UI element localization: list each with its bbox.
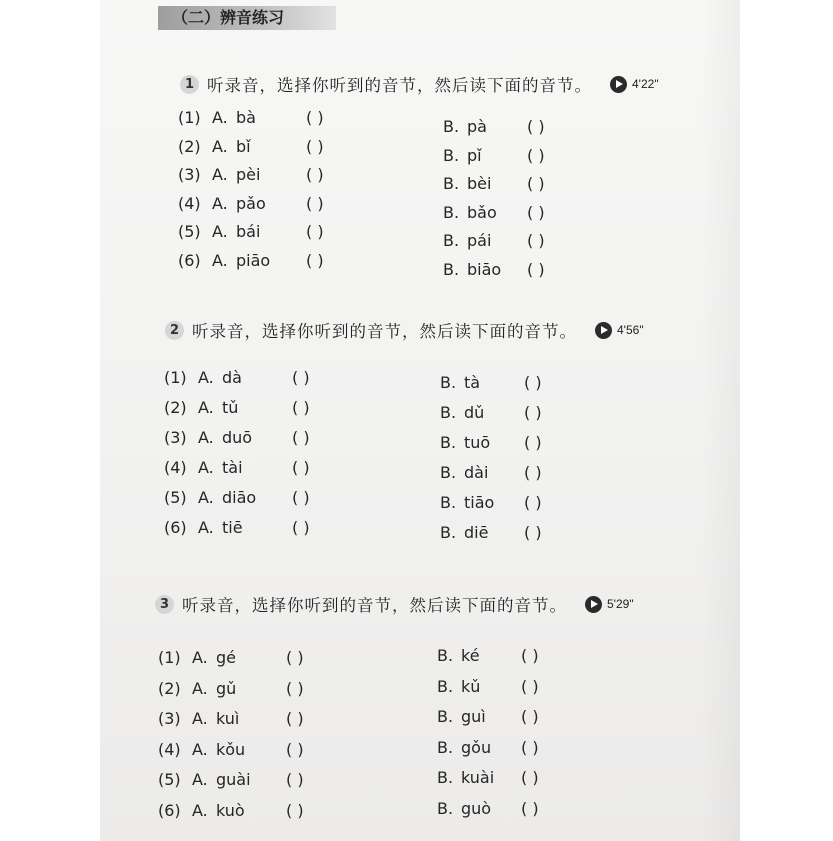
item-index: (4)	[164, 458, 187, 477]
answer-blank[interactable]: ( )	[521, 646, 539, 665]
answer-blank[interactable]: ( )	[286, 678, 304, 698]
audio-timestamp: 4'22"	[632, 77, 659, 91]
item-index: (1)	[158, 648, 181, 667]
syllable: tài	[222, 458, 243, 477]
option-letter: A.	[212, 250, 228, 270]
option-a-row	[158, 740, 304, 759]
answer-blank[interactable]: ( )	[292, 488, 310, 507]
option-a-row	[178, 251, 324, 270]
syllable: pǐ	[467, 145, 482, 165]
option-b-row	[437, 707, 539, 726]
option-letter: B.	[440, 403, 457, 422]
answer-blank[interactable]: ( )	[527, 202, 545, 222]
answer-blank[interactable]: ( )	[286, 770, 304, 789]
option-b-row	[437, 646, 539, 665]
option-letter: B.	[440, 463, 457, 482]
item-index: (2)	[178, 136, 201, 156]
syllable: duō	[222, 428, 253, 447]
option-letter: B.	[440, 373, 457, 392]
answer-blank[interactable]: ( )	[524, 433, 542, 452]
syllable: dà	[222, 368, 242, 387]
syllable: bǐ	[236, 136, 251, 156]
workbook-page	[100, 0, 740, 841]
item-index: (5)	[178, 222, 201, 241]
item-index: (6)	[164, 518, 187, 537]
answer-blank[interactable]: ( )	[306, 108, 324, 127]
syllable: pà	[467, 117, 487, 136]
item-index: (1)	[164, 368, 187, 387]
item-index: (2)	[158, 678, 181, 698]
syllable: bà	[236, 108, 256, 127]
option-letter: B.	[443, 145, 460, 165]
syllable: gǔ	[216, 678, 237, 698]
option-b-row	[440, 433, 542, 452]
option-a-row	[178, 222, 324, 241]
audio-play-button[interactable]	[595, 322, 644, 339]
syllable: kuài	[461, 768, 495, 787]
option-a-row	[164, 428, 310, 447]
exercise-number: 2	[165, 321, 184, 340]
option-letter: A.	[198, 398, 214, 417]
option-a-row	[164, 398, 310, 417]
play-icon[interactable]	[585, 596, 602, 613]
option-letter: A.	[192, 648, 208, 667]
option-letter: B.	[437, 737, 454, 757]
section-title: （二）辨音练习	[172, 8, 285, 27]
exercise-2-header	[165, 318, 644, 342]
option-letter: A.	[192, 739, 208, 759]
option-b-row	[437, 738, 539, 757]
syllable: ké	[461, 646, 480, 665]
syllable: kǔ	[461, 676, 481, 696]
item-index: (5)	[164, 488, 187, 507]
option-letter: B.	[443, 259, 460, 279]
syllable: gé	[216, 648, 236, 667]
option-letter: B.	[440, 433, 457, 452]
option-b-row	[443, 203, 545, 222]
syllable: pèi	[236, 165, 261, 184]
answer-blank[interactable]: ( )	[524, 463, 542, 482]
answer-blank[interactable]: ( )	[286, 709, 304, 728]
option-letter: B.	[437, 768, 454, 787]
option-b-row	[440, 463, 542, 482]
item-index: (3)	[158, 709, 181, 728]
answer-blank[interactable]: ( )	[521, 737, 539, 757]
item-index: (4)	[178, 193, 201, 213]
option-letter: B.	[437, 798, 454, 818]
exercise-instruction: 听录音，选择你听到的音节，然后读下面的音节。	[207, 76, 592, 95]
option-a-row	[158, 801, 304, 820]
option-letter: A.	[198, 518, 214, 537]
answer-blank[interactable]: ( )	[521, 768, 539, 787]
item-index: (6)	[178, 250, 201, 270]
item-index: (6)	[158, 800, 181, 820]
option-b-row	[437, 768, 539, 787]
syllable: gǒu	[461, 737, 492, 757]
syllable: biāo	[467, 259, 502, 279]
item-index: (3)	[164, 428, 187, 447]
audio-play-button[interactable]	[585, 596, 634, 613]
option-a-row	[164, 518, 310, 537]
syllable: dài	[464, 463, 489, 482]
answer-blank[interactable]: ( )	[521, 798, 539, 818]
answer-blank[interactable]: ( )	[306, 136, 324, 156]
option-letter: B.	[437, 646, 454, 665]
option-letter: B.	[440, 493, 457, 512]
syllable: pái	[467, 231, 492, 250]
exercise-number: 1	[180, 75, 199, 94]
answer-blank[interactable]: ( )	[527, 231, 545, 250]
option-b-row	[440, 403, 542, 422]
answer-blank[interactable]: ( )	[306, 193, 324, 213]
exercise-3-header	[155, 592, 634, 616]
option-a-row	[178, 165, 324, 184]
option-letter: A.	[198, 488, 214, 507]
audio-timestamp: 4'56"	[617, 323, 644, 337]
syllable: kǒu	[216, 739, 246, 759]
syllable: diē	[464, 523, 489, 542]
syllable: dǔ	[464, 403, 485, 422]
exercise-number: 3	[155, 595, 174, 614]
item-index: (4)	[158, 739, 181, 759]
option-a-row	[178, 194, 324, 213]
syllable: bèi	[467, 174, 492, 193]
option-letter: A.	[192, 800, 208, 820]
option-letter: A.	[212, 108, 228, 127]
option-a-row	[158, 709, 304, 728]
item-index: (1)	[178, 108, 201, 127]
play-icon[interactable]	[610, 76, 627, 93]
answer-blank[interactable]: ( )	[521, 707, 539, 726]
option-a-row	[158, 679, 304, 698]
option-a-row	[164, 488, 310, 507]
syllable: bǎo	[467, 202, 497, 222]
answer-blank[interactable]: ( )	[286, 800, 304, 820]
option-letter: B.	[443, 231, 460, 250]
syllable: tǔ	[222, 398, 239, 417]
option-b-row	[443, 174, 545, 193]
option-letter: B.	[437, 707, 454, 726]
exercise-instruction: 听录音，选择你听到的音节，然后读下面的音节。	[192, 322, 577, 341]
option-b-row	[440, 493, 542, 512]
item-index: (5)	[158, 770, 181, 789]
option-b-row	[437, 677, 539, 696]
answer-blank[interactable]: ( )	[527, 174, 545, 193]
option-letter: B.	[443, 117, 460, 136]
item-index: (2)	[164, 398, 187, 417]
option-a-row	[158, 648, 304, 667]
option-b-row	[440, 373, 542, 392]
syllable: guò	[461, 798, 492, 818]
syllable: piāo	[236, 250, 271, 270]
answer-blank[interactable]: ( )	[527, 117, 545, 136]
page-shadow	[700, 0, 740, 841]
syllable: tiāo	[464, 493, 495, 512]
option-b-row	[443, 146, 545, 165]
answer-blank[interactable]: ( )	[286, 648, 304, 667]
option-letter: A.	[192, 770, 208, 789]
answer-blank[interactable]: ( )	[527, 259, 545, 279]
option-b-row	[443, 260, 545, 279]
answer-blank[interactable]: ( )	[524, 493, 542, 512]
option-b-row	[443, 117, 545, 136]
option-letter: A.	[192, 678, 208, 698]
exercise-instruction: 听录音，选择你听到的音节，然后读下面的音节。	[182, 596, 567, 615]
option-letter: B.	[443, 174, 460, 193]
answer-blank[interactable]: ( )	[306, 250, 324, 270]
answer-blank[interactable]: ( )	[521, 676, 539, 696]
option-letter: A.	[198, 368, 214, 387]
answer-blank[interactable]: ( )	[292, 428, 310, 447]
answer-blank[interactable]: ( )	[292, 518, 310, 537]
option-letter: A.	[212, 193, 228, 213]
answer-blank[interactable]: ( )	[286, 739, 304, 759]
audio-timestamp: 5'29"	[607, 597, 634, 611]
syllable: pǎo	[236, 193, 266, 213]
option-b-row	[443, 231, 545, 250]
answer-blank[interactable]: ( )	[306, 165, 324, 184]
option-a-row	[158, 770, 304, 789]
syllable: diāo	[222, 488, 257, 507]
answer-blank[interactable]: ( )	[292, 398, 310, 417]
exercise-1-header	[180, 72, 659, 96]
option-letter: B.	[443, 202, 460, 222]
option-letter: B.	[440, 523, 457, 542]
answer-blank[interactable]: ( )	[524, 373, 542, 392]
item-index: (3)	[178, 165, 201, 184]
option-letter: A.	[192, 709, 208, 728]
syllable: tà	[464, 373, 481, 392]
option-a-row	[164, 458, 310, 477]
answer-blank[interactable]: ( )	[306, 222, 324, 241]
option-b-row	[440, 523, 542, 542]
option-letter: A.	[212, 136, 228, 156]
option-a-row	[178, 108, 324, 127]
answer-blank[interactable]: ( )	[524, 403, 542, 422]
syllable: bái	[236, 222, 261, 241]
option-letter: A.	[198, 458, 214, 477]
play-icon[interactable]	[595, 322, 612, 339]
syllable: guì	[461, 707, 486, 726]
syllable: kuò	[216, 800, 245, 820]
syllable: guài	[216, 770, 251, 789]
option-a-row	[164, 368, 310, 387]
option-b-row	[437, 799, 539, 818]
answer-blank[interactable]: ( )	[524, 523, 542, 542]
audio-play-button[interactable]	[610, 76, 659, 93]
syllable: tuō	[464, 433, 491, 452]
syllable: kuì	[216, 709, 240, 728]
answer-blank[interactable]: ( )	[292, 458, 310, 477]
option-a-row	[178, 137, 324, 156]
answer-blank[interactable]: ( )	[527, 145, 545, 165]
option-letter: A.	[198, 428, 214, 447]
option-letter: B.	[437, 676, 454, 696]
option-letter: A.	[212, 165, 228, 184]
answer-blank[interactable]: ( )	[292, 368, 310, 387]
option-letter: A.	[212, 222, 228, 241]
syllable: tiē	[222, 518, 243, 537]
